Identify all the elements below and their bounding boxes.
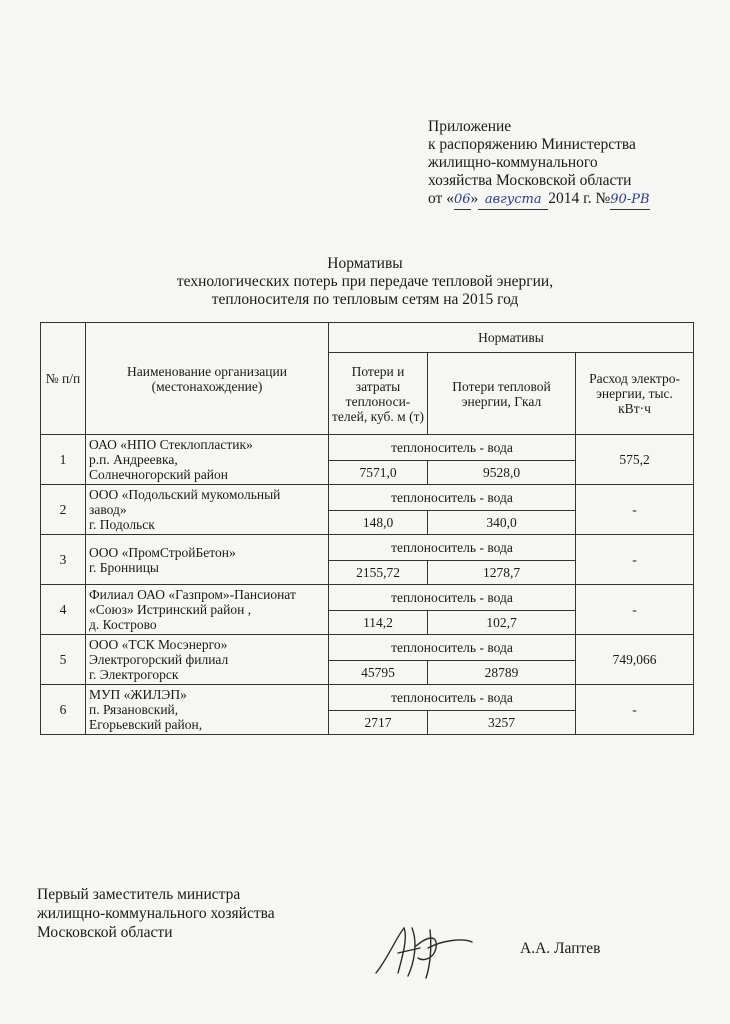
org-name-line-1: Филиал ОАО «Газпром»-Пансионат [89, 587, 296, 602]
table-row [41, 435, 694, 461]
row-number: 4 [41, 585, 86, 635]
handwritten-month: августа [478, 191, 548, 210]
org-name [86, 435, 329, 485]
power-cell: - [576, 485, 694, 535]
title-line-3: теплоносителя по тепловым сетям на 2015 год [211, 291, 519, 308]
org-name-line-1: ООО «Подольский мукомольный [89, 487, 281, 502]
org-name-line-2: г. Бронницы [89, 559, 159, 575]
heat-cell: 9528,0 [428, 461, 576, 485]
org-name-line-1: ООО «ПромСтройБетон» [89, 544, 236, 560]
row-number: 5 [41, 635, 86, 685]
losses-cell: 114,2 [329, 611, 428, 635]
org-name-line-2: р.п. Андреевка, [89, 452, 178, 467]
signer-name: А.А. Лаптев [520, 940, 601, 957]
heat-cell: 1278,7 [428, 561, 576, 585]
header-losses: Потери и затраты теплоноси-телей, куб. м (т) [329, 353, 428, 435]
org-name-line-2: Электрогорский филиал [89, 652, 229, 667]
org-name [86, 635, 329, 685]
appendix-date-line [428, 190, 718, 210]
header-power: Расход электро-энергии, тыс. кВт·ч [576, 353, 694, 435]
document-title [80, 255, 650, 309]
row-number: 3 [41, 535, 86, 585]
org-name-line-2: п. Рязановский, [89, 702, 179, 717]
losses-cell: 2717 [329, 711, 428, 735]
heat-cell: 28789 [428, 661, 576, 685]
table-row [41, 535, 694, 561]
header-org: Наименование организации (местонахождение) [86, 323, 329, 435]
heat-cell: 340,0 [428, 511, 576, 535]
title-line-1: Нормативы [327, 255, 403, 272]
power-cell: - [576, 535, 694, 585]
org-name [86, 685, 329, 735]
table-row [41, 585, 694, 611]
title-line-2: технологических потерь при передаче тепловой энергии, [176, 273, 554, 290]
medium-cell: теплоноситель - вода [329, 685, 576, 711]
power-cell: - [576, 585, 694, 635]
heat-cell: 3257 [428, 711, 576, 735]
handwritten-day: 06 [454, 191, 471, 210]
org-name-line-3: Егорьевский район, [89, 717, 203, 732]
medium-cell: теплоноситель - вода [329, 535, 576, 561]
org-name-line-3: г. Электрогорск [89, 667, 179, 682]
losses-cell: 7571,0 [329, 461, 428, 485]
header-heat: Потери тепловой энергии, Гкал [428, 353, 576, 435]
org-name [86, 585, 329, 635]
table-row [41, 685, 694, 711]
power-cell: 749,066 [576, 635, 694, 685]
appendix-line-1: Приложение [428, 118, 512, 135]
org-name-line-2: «Союз» Истринский район , [89, 602, 252, 617]
org-name-line-3: Солнечногорский район [89, 467, 228, 482]
date-prefix: от « [428, 190, 454, 207]
org-name-line-1: ООО «ТСК Мосэнерго» [89, 637, 228, 652]
appendix-line-4: хозяйства Московской области [428, 172, 632, 189]
handwritten-number: 90-РВ [610, 191, 649, 210]
medium-cell: теплоноситель - вода [329, 635, 576, 661]
medium-cell: теплоноситель - вода [329, 585, 576, 611]
appendix-line-3: жилищно-коммунального [428, 154, 598, 171]
header-num: № п/п [41, 323, 86, 435]
medium-cell: теплоноситель - вода [329, 435, 576, 461]
medium-cell: теплоноситель - вода [329, 485, 576, 511]
signer-line-1: Первый заместитель министра [37, 886, 241, 903]
org-name-line-1: МУП «ЖИЛЭП» [89, 687, 187, 702]
date-year: 2014 г. № [548, 190, 611, 207]
date-day-close: » [470, 190, 479, 207]
org-name-line-3: г. Подольск [89, 517, 155, 532]
org-name-line-1: ОАО «НПО Стеклопластик» [89, 437, 253, 452]
table-row [41, 485, 694, 511]
org-name-line-3: д. Кострово [89, 617, 157, 632]
org-name [86, 485, 329, 535]
org-name [86, 535, 329, 585]
appendix-line-2: к распоряжению Министерства [428, 136, 636, 153]
header-norms: Нормативы [329, 323, 694, 353]
signer-block [37, 885, 337, 942]
losses-cell: 148,0 [329, 511, 428, 535]
table-row [41, 635, 694, 661]
losses-cell: 2155,72 [329, 561, 428, 585]
row-number: 1 [41, 435, 86, 485]
org-name-line-2: завод» [89, 502, 127, 517]
signer-line-2: жилищно-коммунального хозяйства [37, 905, 275, 922]
losses-cell: 45795 [329, 661, 428, 685]
signer-line-3: Московской области [37, 924, 173, 941]
handwritten-signature [368, 918, 478, 983]
row-number: 6 [41, 685, 86, 735]
heat-cell: 102,7 [428, 611, 576, 635]
power-cell: 575,2 [576, 435, 694, 485]
power-cell: - [576, 685, 694, 735]
row-number: 2 [41, 485, 86, 535]
appendix-header [428, 118, 718, 210]
norms-table [40, 322, 694, 735]
